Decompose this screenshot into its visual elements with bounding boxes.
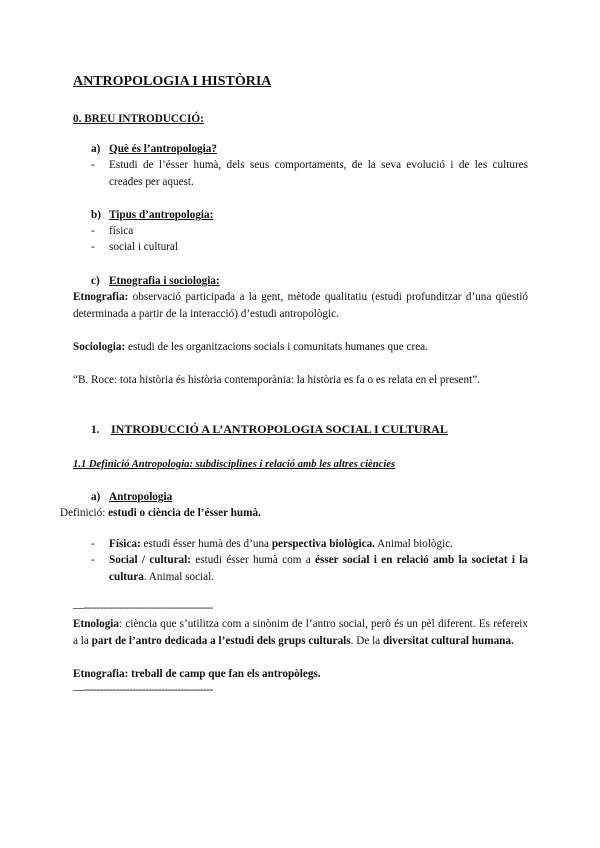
item-label: Física: — [109, 538, 141, 550]
heading-text: Antropologia — [109, 491, 173, 503]
item-bold: perspectiva biològica. — [271, 538, 375, 550]
list-item-social — [73, 552, 528, 585]
term-label: Etnografia: — [73, 291, 129, 303]
list-item — [73, 223, 528, 240]
item-text: social i cultural — [109, 241, 178, 253]
antropologia-heading — [73, 489, 528, 506]
item-bold: ésser social i en relació amb la societat i la cultura — [109, 554, 529, 583]
term-label: Sociologia: — [73, 341, 126, 353]
list-item-fisica — [73, 536, 528, 553]
term-label: Etnografia — [73, 668, 125, 680]
def-label: Definició: — [60, 507, 109, 519]
term-label: Etnologia — [73, 618, 120, 630]
etnografia-line — [73, 666, 528, 683]
list-item — [73, 239, 528, 256]
section-number: 1. — [91, 424, 100, 436]
section-1-heading — [73, 421, 528, 439]
dash-separator: —---------------------------------------- — [73, 684, 213, 696]
dash-marker: - — [91, 241, 95, 253]
term-text: . De la — [350, 634, 383, 647]
subsection-a-heading — [73, 141, 528, 158]
dash-marker: - — [91, 159, 95, 171]
list-marker: a) — [91, 143, 101, 155]
item-label: Social / cultural: — [109, 554, 191, 566]
dash-separator: —---------------------------------------- — [73, 602, 213, 614]
sociologia-paragraph — [73, 339, 528, 356]
term-text: : ciència que s’utilitza com a sinònim de l’antro social, però és un pèl diferent. Es refereix a la — [73, 618, 528, 647]
list-marker: c) — [91, 275, 100, 287]
item-text: . Animal social. — [143, 570, 215, 583]
list-marker: b) — [91, 209, 101, 221]
dash-marker: - — [91, 554, 95, 566]
heading-text: Etnografia i sociologia: — [109, 275, 220, 287]
subsection-c-heading — [73, 273, 528, 290]
list-marker: a) — [91, 491, 101, 503]
quote-paragraph: “B. Roce: tota història és història contemporània: la història es fa o es relata en el present”. — [73, 374, 480, 386]
section-title: INTRODUCCIÓ A L’ANTROPOLOGIA SOCIAL I CULTURAL — [111, 422, 448, 436]
dash-marker: - — [91, 225, 95, 237]
term-bold: diversitat cultural humana. — [382, 634, 514, 647]
page-title: ANTROPOLOGIA I HISTÒRIA — [73, 74, 272, 89]
item-text: física — [109, 225, 134, 237]
item-text: Animal biològic. — [374, 538, 453, 550]
etnografia-paragraph — [73, 289, 528, 322]
def-text: estudi o ciència de l’ésser humà. — [108, 507, 261, 519]
section-0-heading: 0. BREU INTRODUCCIÓ: — [73, 113, 204, 125]
term-text: : treball de camp que fan els antropòlegs. — [124, 668, 321, 680]
subsection-b-heading — [73, 207, 528, 224]
item-text: estudi ésser humà com a — [190, 554, 316, 566]
term-bold: part de l’antro dedicada a l’estudi dels grups culturals — [91, 634, 351, 647]
dash-marker: - — [91, 538, 95, 550]
term-text: observació participada a la gent, mètode qualitatiu (estudi profunditzar d’una qüestió determinada a partir de la interacció) d’estudi antropològic. — [73, 291, 528, 320]
subsection-1-1-heading: 1.1 Definició Antropologia: subdisciplines i relació amb les altres ciències — [73, 459, 396, 470]
item-text: estudi ésser humà des d’una — [140, 538, 272, 550]
paragraph-text: Estudi de l’ésser humà, dels seus comportaments, de la seva evolució i de les cultures creades per aquest. — [109, 159, 528, 188]
definition-line — [60, 505, 515, 522]
etnologia-paragraph — [73, 616, 528, 649]
term-text: estudi de les organitzacions socials i comunitats humanes que crea. — [125, 341, 428, 353]
heading-text: Tipus d’antropologia: — [109, 209, 214, 221]
heading-text: Què és l’antropologia? — [109, 143, 217, 155]
subsection-a-paragraph — [73, 157, 528, 190]
